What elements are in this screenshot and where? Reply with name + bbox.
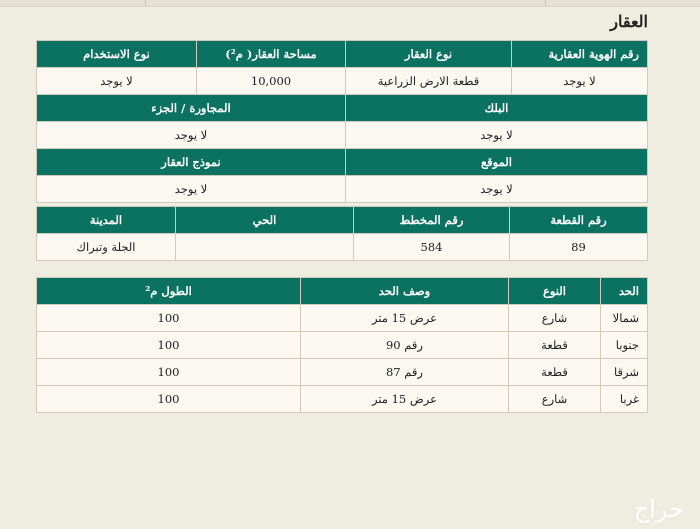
- header-property-area: مساحة العقار( م²): [197, 41, 346, 68]
- value-location: لا يوجد: [346, 176, 648, 203]
- table-row: [37, 234, 648, 261]
- boundary-description: عرض 15 متر: [301, 305, 509, 332]
- header-plan-number: رقم المخطط: [354, 207, 510, 234]
- table-row: [37, 207, 648, 234]
- table-row: [37, 95, 648, 122]
- boundary-direction: غربا: [601, 386, 648, 413]
- top-divider: [0, 0, 700, 7]
- value-district: [176, 234, 354, 261]
- boundaries-table: [36, 277, 648, 413]
- boundary-direction: شرقا: [601, 359, 648, 386]
- value-plan-number: 584: [354, 234, 510, 261]
- boundary-type: شارع: [509, 305, 601, 332]
- header-usage-type: نوع الاستخدام: [37, 41, 197, 68]
- table-row: [37, 68, 648, 95]
- table-row: [37, 122, 648, 149]
- value-block: لا يوجد: [346, 122, 648, 149]
- value-property-model: لا يوجد: [37, 176, 346, 203]
- boundary-type: قطعة: [509, 359, 601, 386]
- table-row: [37, 332, 648, 359]
- header-property-id: رقم الهوية العقارية: [512, 41, 648, 68]
- table-row: [37, 386, 648, 413]
- boundary-length: 100: [37, 332, 301, 359]
- watermark-logo: حراج: [633, 494, 684, 523]
- boundary-length: 100: [37, 305, 301, 332]
- header-neighborhood-part: المجاورة / الجزء: [37, 95, 346, 122]
- table-row: [37, 305, 648, 332]
- table-row: [37, 149, 648, 176]
- boundary-description: رقم 87: [301, 359, 509, 386]
- value-plot-number: 89: [510, 234, 648, 261]
- table-row: [37, 359, 648, 386]
- header-boundary-length: الطول م²: [37, 278, 301, 305]
- header-block: البلك: [346, 95, 648, 122]
- boundary-length: 100: [37, 386, 301, 413]
- value-property-id: لا يوجد: [512, 68, 648, 95]
- boundary-type: شارع: [509, 386, 601, 413]
- boundary-description: رقم 90: [301, 332, 509, 359]
- property-info-table: [36, 40, 648, 203]
- boundary-type: قطعة: [509, 332, 601, 359]
- value-neighborhood-part: لا يوجد: [37, 122, 346, 149]
- header-plot-number: رقم القطعة: [510, 207, 648, 234]
- boundary-direction: جنوبا: [601, 332, 648, 359]
- header-property-type: نوع العقار: [346, 41, 512, 68]
- header-district: الحي: [176, 207, 354, 234]
- value-usage-type: لا يوجد: [37, 68, 197, 95]
- header-location: الموقع: [346, 149, 648, 176]
- plot-details-table: [36, 206, 648, 261]
- header-boundary-type: النوع: [509, 278, 601, 305]
- table-row: [37, 176, 648, 203]
- boundary-length: 100: [37, 359, 301, 386]
- section-title: العقار: [610, 12, 648, 31]
- header-property-model: نموذج العقار: [37, 149, 346, 176]
- table-row: [37, 41, 648, 68]
- value-city: الجلة وتبراك: [37, 234, 176, 261]
- value-property-area: 10,000: [197, 68, 346, 95]
- boundary-description: عرض 15 متر: [301, 386, 509, 413]
- boundary-direction: شمالا: [601, 305, 648, 332]
- header-city: المدينة: [37, 207, 176, 234]
- table-row: [37, 278, 648, 305]
- header-boundary: الحد: [601, 278, 648, 305]
- value-property-type: قطعة الارض الزراعية: [346, 68, 512, 95]
- header-boundary-description: وصف الحد: [301, 278, 509, 305]
